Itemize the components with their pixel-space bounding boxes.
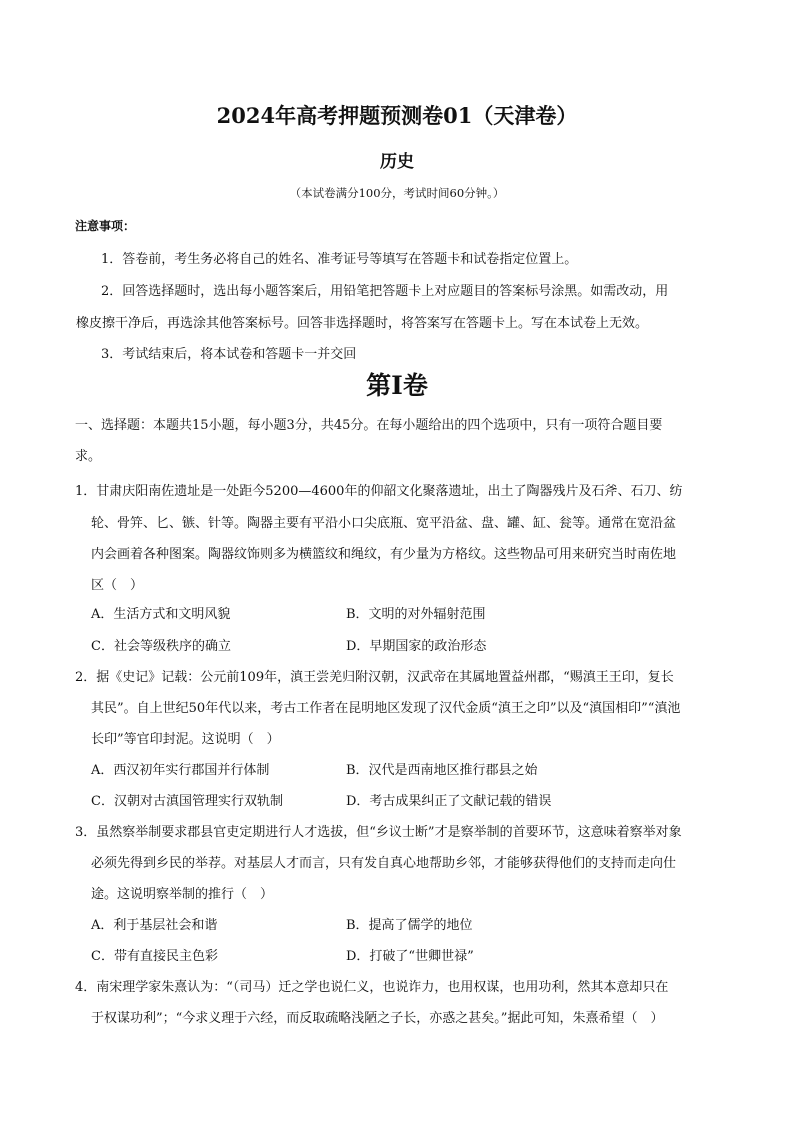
question-2-line: 2．据《史记》记载：公元前109年，滇王尝羌归附汉朝，汉武帝在其属地置益州郡，“赐滇王王印，复长 <box>75 670 674 685</box>
question-3-line: 途。这说明察举制的推行（ ） <box>91 887 274 902</box>
question-3-option-c[interactable]: C．带有直接民主色彩 <box>91 949 218 964</box>
notice-item: 橡皮擦干净后，再选涂其他答案标号。回答非选择题时，将答案写在答题卡上。写在本试卷上无效。 <box>76 316 649 331</box>
question-1-line: 轮、骨笄、匕、镞、针等。陶器主要有平沿小口尖底瓶、宽平沿盆、盘、罐、缸、瓮等。通常在宽沿盆 <box>91 516 677 531</box>
question-3-line: 必须先得到乡民的举荐。对基层人才而言，只有发自真心地帮助乡邻，才能够获得他们的支持而走向仕 <box>91 856 677 871</box>
notice-item: 1．答卷前，考生务必将自己的姓名、准考证号等填写在答题卡和试卷指定位置上。 <box>101 252 578 267</box>
question-3-line: 3．虽然察举制要求郡县官吏定期进行人才选拔，但“乡议士断”才是察举制的首要环节，这意味着察举对象 <box>75 825 682 840</box>
question-1-option-c[interactable]: C．社会等级秩序的确立 <box>91 639 231 654</box>
question-4-line: 4．南宋理学家朱熹认为：“（司马）迁之学也说仁义，也说诈力，也用权谋，也用功利，然其本意却只在 <box>75 980 669 995</box>
question-1-line: 区（ ） <box>91 578 144 593</box>
question-2-option-b[interactable]: B．汉代是西南地区推行郡县之始 <box>346 763 538 778</box>
question-2-option-d[interactable]: D．考古成果纠正了文献记载的错误 <box>346 794 552 809</box>
section-instructions: 一、选择题：本题共15小题，每小题3分，共45分。在每小题给出的四个选项中，只有一项符合题目要 <box>75 418 663 433</box>
exam-title: 2024年高考押题预测卷01（天津卷） <box>216 103 578 128</box>
exam-note: （本试卷满分100分，考试时间60分钟。） <box>289 186 505 200</box>
question-3-option-d[interactable]: D．打破了“世卿世禄” <box>346 949 474 964</box>
question-2-option-a[interactable]: A．西汉初年实行郡国并行体制 <box>91 763 270 778</box>
question-3-option-b[interactable]: B．提高了儒学的地位 <box>346 918 473 933</box>
question-1-option-d[interactable]: D．早期国家的政治形态 <box>346 639 487 654</box>
section-instructions: 求。 <box>75 449 102 464</box>
question-1-line: 内会画着各种图案。陶器纹饰则多为横篮纹和绳纹，有少量为方格纹。这些物品可用来研究当时南佐地 <box>91 547 677 562</box>
question-1-option-b[interactable]: B．文明的对外辐射范围 <box>346 607 486 622</box>
subject-heading: 历史 <box>380 152 414 172</box>
question-1-line: 1．甘肃庆阳南佐遗址是一处距今5200—4600年的仰韶文化聚落遗址，出土了陶器残片及石斧、石刀、纺 <box>75 484 683 499</box>
section-title: 第Ⅰ卷 <box>366 371 428 400</box>
question-4-line: 于权谋功利”；“今求义理于六经，而反取疏略浅陋之子长，亦惑之甚矣。”据此可知，朱熹希望（ ） <box>91 1011 664 1026</box>
question-1-option-a[interactable]: A．生活方式和文明风貌 <box>91 607 231 622</box>
question-2-line: 其民”。自上世纪50年代以来，考古工作者在昆明地区发现了汉代金质“滇王之印”以及“滇国相印”“滇池 <box>91 701 681 716</box>
notice-item: 3．考试结束后，将本试卷和答题卡一并交回 <box>101 347 357 362</box>
notice-item: 2．回答选择题时，选出每小题答案后，用铅笔把答题卡上对应题目的答案标号涂黑。如需改动，用 <box>101 284 669 299</box>
question-2-option-c[interactable]: C．汉朝对古滇国管理实行双轨制 <box>91 794 283 809</box>
notice-heading: 注意事项： <box>75 219 136 233</box>
question-3-option-a[interactable]: A．利于基层社会和谐 <box>91 918 218 933</box>
question-2-line: 长印”等官印封泥。这说明（ ） <box>91 732 280 747</box>
